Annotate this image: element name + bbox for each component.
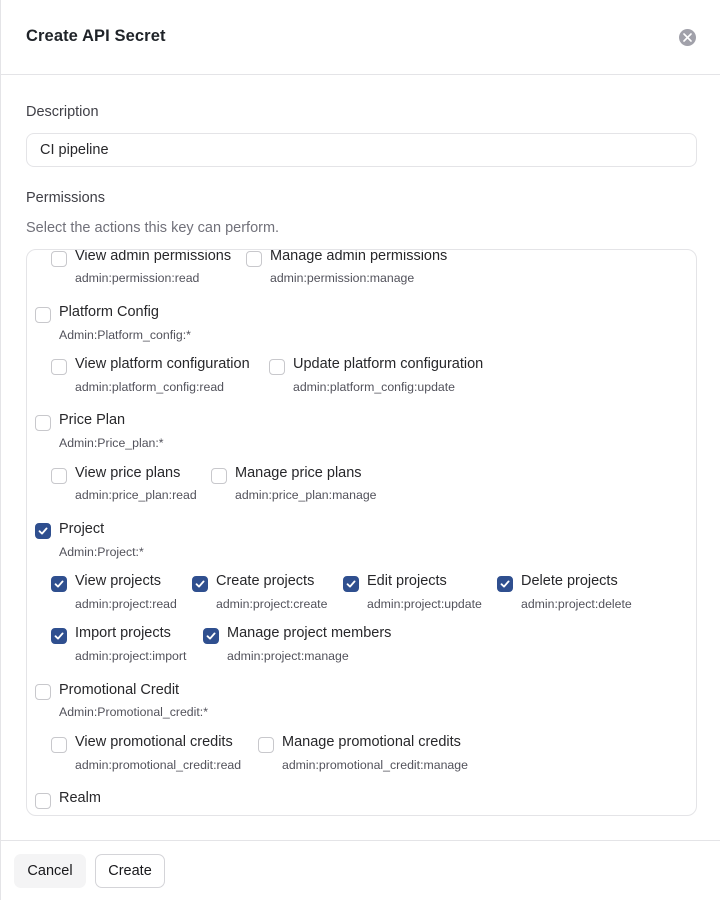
perm-code-import-projects: admin:project:import: [75, 649, 187, 663]
checkbox-create-projects[interactable]: [192, 576, 208, 592]
perm-code-view-promotional-credits: admin:promotional_credit:read: [75, 758, 242, 772]
group-title-realm: Realm: [59, 790, 101, 806]
dialog-footer: [1, 840, 720, 900]
perm-code-create-projects: admin:project:create: [216, 597, 328, 611]
description-input[interactable]: [26, 133, 697, 167]
perm-code-edit-projects: admin:project:update: [367, 597, 482, 611]
perm-title-view-admin-permissions: View admin permissions: [75, 249, 232, 264]
checkbox-edit-projects[interactable]: [343, 576, 359, 592]
permissions-hint: Select the actions this key can perform.: [26, 220, 280, 236]
perm-code-view-projects: admin:project:read: [75, 597, 177, 611]
checkbox-group-project[interactable]: [35, 523, 51, 539]
description-label: Description: [26, 104, 99, 120]
perm-code-view-price-plans: admin:price_plan:read: [75, 488, 197, 502]
checkbox-view-promotional-credits[interactable]: [51, 737, 67, 753]
perm-title-create-projects: Create projects: [216, 573, 315, 589]
checkbox-view-price-plans[interactable]: [51, 468, 67, 484]
permissions-label: Permissions: [26, 190, 105, 206]
checkbox-view-projects[interactable]: [51, 576, 67, 592]
checkbox-manage-project-members[interactable]: [203, 628, 219, 644]
perm-code-update-platform-configuration: admin:platform_config:update: [293, 380, 456, 394]
checkbox-manage-price-plans[interactable]: [211, 468, 227, 484]
group-code-project: Admin:Project:*: [59, 545, 144, 559]
group-code-platform-config: Admin:Platform_config:*: [59, 328, 191, 342]
checkbox-delete-projects[interactable]: [497, 576, 513, 592]
perm-title-import-projects: Import projects: [75, 625, 171, 641]
perm-title-manage-project-members: Manage project members: [227, 625, 392, 641]
close-icon[interactable]: [679, 29, 696, 46]
perm-code-manage-price-plans: admin:price_plan:manage: [235, 488, 377, 502]
perm-code-manage-promotional-credits: admin:promotional_credit:manage: [282, 758, 468, 772]
dialog-title: Create API Secret: [26, 27, 166, 45]
permissions-list[interactable]: [26, 249, 697, 816]
perm-code-manage-admin-permissions: admin:permission:manage: [270, 271, 415, 285]
perm-title-manage-admin-permissions: Manage admin permissions: [270, 249, 448, 264]
checkbox-group-realm[interactable]: [35, 793, 51, 809]
create-button[interactable]: Create: [95, 854, 165, 888]
checkbox-manage-admin-permissions[interactable]: [246, 251, 262, 267]
group-title-platform-config: Platform Config: [59, 304, 159, 320]
group-code-price-plan: Admin:Price_plan:*: [59, 436, 164, 450]
perm-title-view-promotional-credits: View promotional credits: [75, 734, 233, 750]
perm-code-manage-project-members: admin:project:manage: [227, 649, 349, 663]
perm-title-view-platform-configuration: View platform configuration: [75, 356, 250, 372]
group-code-promotional-credit: Admin:Promotional_credit:*: [59, 705, 208, 719]
perm-code-delete-projects: admin:project:delete: [521, 597, 632, 611]
perm-title-view-projects: View projects: [75, 573, 161, 589]
perm-code-view-admin-permissions: admin:permission:read: [75, 271, 200, 285]
perm-title-update-platform-configuration: Update platform configuration: [293, 356, 484, 372]
cancel-button[interactable]: Cancel: [14, 854, 86, 888]
checkbox-manage-promotional-credits[interactable]: [258, 737, 274, 753]
checkbox-group-promotional-credit[interactable]: [35, 684, 51, 700]
group-title-promotional-credit: Promotional Credit: [59, 682, 180, 698]
checkbox-view-admin-permissions[interactable]: [51, 251, 67, 267]
checkbox-update-platform-configuration[interactable]: [269, 359, 285, 375]
group-title-project: Project: [59, 521, 105, 537]
dialog-header: [1, 0, 720, 75]
checkbox-group-platform-config[interactable]: [35, 307, 51, 323]
perm-title-delete-projects: Delete projects: [521, 573, 618, 589]
group-title-price-plan: Price Plan: [59, 412, 126, 428]
perm-title-edit-projects: Edit projects: [367, 573, 447, 589]
perm-title-manage-price-plans: Manage price plans: [235, 465, 362, 481]
perm-code-view-platform-configuration: admin:platform_config:read: [75, 380, 225, 394]
checkbox-group-price-plan[interactable]: [35, 415, 51, 431]
checkbox-view-platform-configuration[interactable]: [51, 359, 67, 375]
perm-title-view-price-plans: View price plans: [75, 465, 181, 481]
perm-title-manage-promotional-credits: Manage promotional credits: [282, 734, 461, 750]
checkbox-import-projects[interactable]: [51, 628, 67, 644]
